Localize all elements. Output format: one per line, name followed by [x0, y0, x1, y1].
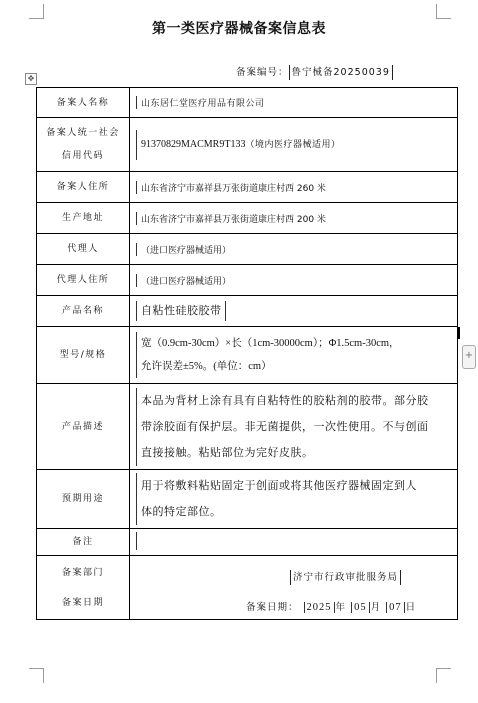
remarks-field[interactable]: [136, 532, 146, 550]
date-day-field[interactable]: 07: [386, 602, 405, 613]
label-agent: 代理人: [37, 234, 130, 265]
label-intended-use: 预期用途: [37, 470, 130, 529]
label-department: 备案部门: [61, 567, 104, 578]
date-inline-label: 备案日期：: [246, 602, 299, 613]
row-agent-address: [37, 265, 458, 296]
label-filer-name: 备案人名称: [37, 88, 130, 118]
intended-use-line1: 用于将敷料粘贴固定于创面或将其他医疗器械固定到人: [141, 479, 417, 492]
model-spec-field[interactable]: [136, 332, 403, 378]
row-filer-address: [37, 172, 458, 203]
row-description: [37, 384, 458, 470]
value-remarks[interactable]: [130, 529, 458, 556]
label-model-spec: 型号/规格: [37, 327, 130, 384]
label-department-date: [37, 556, 130, 620]
table-move-handle-icon[interactable]: ✥: [25, 73, 37, 85]
text-cursor: [458, 327, 460, 339]
department-field[interactable]: [290, 569, 401, 583]
filer-name-field[interactable]: 山东居仁堂医疗用品有限公司: [136, 96, 268, 109]
row-agent: [37, 234, 458, 265]
description-field[interactable]: [136, 388, 432, 466]
record-number: [236, 64, 393, 78]
record-info-table: [36, 87, 458, 620]
row-intended-use: [37, 470, 458, 529]
label-credit-code: [37, 118, 130, 172]
date-day-unit: 日: [405, 602, 417, 613]
value-credit-code[interactable]: [130, 118, 458, 172]
crop-mark-top-right: [436, 4, 451, 19]
filer-address-field[interactable]: 山东省济宁市嘉祥县万张街道康庄村西 260 米: [136, 181, 329, 194]
record-number-label: 备案编号：: [236, 67, 289, 78]
value-agent-address[interactable]: [130, 265, 458, 296]
production-address-field[interactable]: 山东省济宁市嘉祥县万张街道康庄村西 200 米: [136, 212, 329, 225]
record-number-field[interactable]: 鲁宁械备20250039: [289, 65, 393, 80]
date-year-unit: 年: [335, 602, 347, 613]
value-filer-address[interactable]: [130, 172, 458, 203]
intended-use-line2: 体的特定部位。: [141, 505, 222, 518]
label-credit-code-line2: 信用代码: [61, 150, 104, 161]
value-description[interactable]: [130, 384, 458, 470]
crop-mark-bottom-left: [29, 668, 44, 683]
crop-mark-bottom-right: [436, 668, 451, 683]
intended-use-field[interactable]: [136, 473, 420, 525]
model-spec-line2: 允许误差±5%。(单位：cm）: [141, 361, 272, 372]
crop-mark-top-left: [29, 4, 44, 19]
agent-address-field[interactable]: （进口医疗器械适用）: [136, 274, 234, 287]
label-production-address: 生产地址: [37, 203, 130, 234]
model-spec-line1: 宽（0.9cm-30cm）×长（1cm-30000cm）；Φ1.5cm-30cm，: [141, 338, 400, 349]
value-agent[interactable]: [130, 234, 458, 265]
credit-code-number: 91370829MACMR9T133: [141, 138, 246, 150]
value-product-name[interactable]: [130, 296, 458, 327]
credit-code-field[interactable]: [136, 130, 343, 160]
row-remarks: [37, 529, 458, 556]
add-row-icon[interactable]: +: [462, 345, 476, 369]
record-date[interactable]: [246, 599, 416, 613]
document-title: 第一类医疗器械备案信息表: [152, 21, 326, 37]
value-intended-use[interactable]: [130, 470, 458, 529]
credit-code-note: （境内医疗器械适用）: [245, 139, 341, 150]
row-model-spec: [37, 327, 458, 384]
department-value: 济宁市行政审批服务局: [290, 570, 401, 585]
label-product-name: 产品名称: [37, 296, 130, 327]
description-line3: 直接接触。粘贴部位为完好皮肤。: [141, 445, 314, 459]
description-line1: 本品为背材上涂有具有自粘特性的胶粘剂的胶带。部分胶: [141, 393, 429, 407]
date-month-field[interactable]: 05: [351, 602, 370, 613]
label-credit-code-line1: 备案人统一社会: [46, 127, 120, 138]
label-remarks: 备注: [37, 529, 130, 556]
label-filer-address: 备案人住所: [37, 172, 130, 203]
value-production-address[interactable]: [130, 203, 458, 234]
row-production-address: [37, 203, 458, 234]
row-product-name: [37, 296, 458, 327]
value-model-spec[interactable]: [130, 327, 458, 384]
date-year-field[interactable]: 2025: [304, 602, 335, 613]
label-agent-address: 代理人住所: [37, 265, 130, 296]
date-month-unit: 月: [370, 602, 382, 613]
agent-field[interactable]: （进口医疗器械适用）: [136, 243, 234, 256]
label-date: 备案日期: [61, 597, 104, 608]
row-filer-name: [37, 88, 458, 118]
description-line2: 带涂胶面有保护层。非无菌提供，一次性使用。不与创面: [141, 419, 429, 433]
product-name-field[interactable]: 自粘性硅胶胶带: [136, 301, 226, 321]
label-description: 产品描述: [37, 384, 130, 470]
value-filer-name[interactable]: [130, 88, 458, 118]
row-credit-code: [37, 118, 458, 172]
